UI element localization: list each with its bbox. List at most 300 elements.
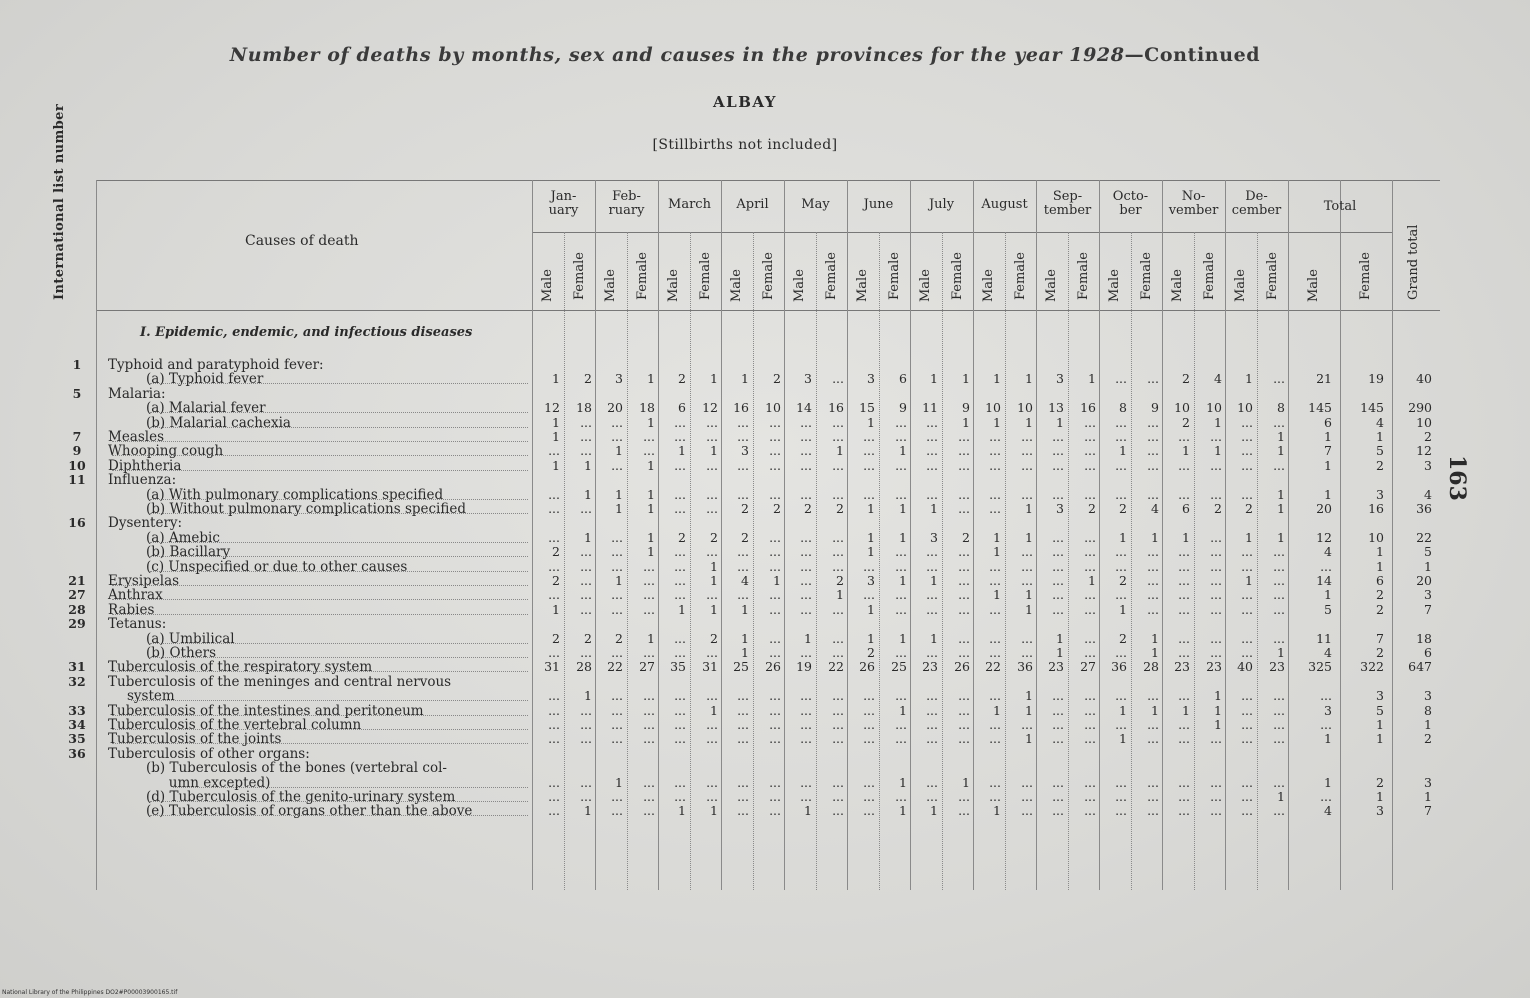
- month-value-cell: ...: [580, 717, 592, 732]
- month-value-cell: ...: [800, 602, 812, 617]
- month-value-cell: 22: [607, 659, 623, 674]
- month-value-cell: ...: [548, 587, 560, 602]
- month-value-cell: ...: [1115, 415, 1127, 430]
- month-value-cell: 1: [584, 458, 592, 473]
- month-value-cell: ...: [895, 587, 907, 602]
- month-value-cell: ...: [1052, 587, 1064, 602]
- month-value-cell: ...: [580, 443, 592, 458]
- table-row: [0, 732, 1460, 746]
- month-value-cell: ...: [737, 559, 749, 574]
- table-row: [0, 603, 1460, 617]
- month-value-cell: ...: [706, 645, 718, 660]
- month-value-cell: ...: [832, 688, 844, 703]
- month-value-cell: 2: [836, 501, 844, 516]
- month-value-cell: 1: [678, 602, 686, 617]
- month-value-cell: 27: [1080, 659, 1096, 674]
- total-value-cell: 6: [1376, 573, 1384, 588]
- month-value-cell: ...: [1178, 631, 1190, 646]
- female-header: Female: [1013, 252, 1028, 300]
- month-value-cell: 1: [993, 415, 1001, 430]
- total-value-cell: 1: [1376, 559, 1384, 574]
- month-value-cell: 1: [899, 803, 907, 818]
- intl-list-number: 36: [68, 746, 86, 761]
- dot-leader: [112, 614, 528, 615]
- month-value-cell: ...: [1210, 559, 1222, 574]
- month-value-cell: ...: [737, 487, 749, 502]
- month-value-cell: 1: [710, 559, 718, 574]
- male-header: Male: [729, 269, 744, 302]
- total-value-cell: 19: [1368, 371, 1384, 386]
- month-value-cell: 1: [741, 602, 749, 617]
- month-value-cell: 1: [710, 803, 718, 818]
- month-value-cell: 2: [1088, 501, 1096, 516]
- month-value-cell: ...: [548, 731, 560, 746]
- table-row: [0, 430, 1460, 444]
- month-value-cell: ...: [737, 789, 749, 804]
- month-value-cell: ...: [1115, 429, 1127, 444]
- month-value-cell: 1: [1245, 573, 1253, 588]
- month-header: Feb- ruary: [608, 189, 645, 218]
- month-value-cell: 2: [741, 530, 749, 545]
- month-value-cell: 12: [702, 400, 718, 415]
- month-value-cell: ...: [674, 573, 686, 588]
- table-row: [0, 444, 1460, 458]
- month-value-cell: ...: [926, 487, 938, 502]
- grand-total-cell: 8: [1424, 703, 1432, 718]
- month-value-cell: ...: [580, 429, 592, 444]
- intl-list-number: 21: [68, 573, 86, 588]
- male-header: Male: [540, 269, 555, 302]
- grand-total-cell: 22: [1416, 530, 1432, 545]
- intl-list-number: 33: [68, 703, 86, 718]
- month-value-cell: 3: [741, 443, 749, 458]
- month-value-cell: ...: [926, 443, 938, 458]
- month-value-cell: 1: [1277, 645, 1285, 660]
- month-value-cell: ...: [989, 559, 1001, 574]
- page-title: Number of deaths by months, sex and causes in the provinces for the year 1928—Continued: [229, 44, 1261, 66]
- month-value-cell: ...: [926, 602, 938, 617]
- grand-total-cell: 10: [1416, 415, 1432, 430]
- month-value-cell: ...: [958, 429, 970, 444]
- month-value-cell: ...: [769, 631, 781, 646]
- month-value-cell: ...: [611, 703, 623, 718]
- month-value-cell: ...: [580, 645, 592, 660]
- grand-total-cell: 7: [1424, 602, 1432, 617]
- month-value-cell: 1: [930, 631, 938, 646]
- month-value-cell: 1: [930, 371, 938, 386]
- month-value-cell: ...: [1273, 803, 1285, 818]
- month-value-cell: 1: [710, 371, 718, 386]
- month-value-cell: ...: [989, 573, 1001, 588]
- month-value-cell: ...: [737, 458, 749, 473]
- intl-list-number: 10: [68, 458, 86, 473]
- month-value-cell: ...: [737, 803, 749, 818]
- month-value-cell: ...: [1021, 544, 1033, 559]
- month-value-cell: 2: [678, 530, 686, 545]
- month-value-cell: ...: [706, 487, 718, 502]
- month-value-cell: ...: [1147, 731, 1159, 746]
- male-header: Male: [792, 269, 807, 302]
- month-value-cell: ...: [1052, 429, 1064, 444]
- cause-label: (b) Malarial cachexia: [146, 415, 291, 431]
- grand-total-cell: 2: [1424, 731, 1432, 746]
- month-header: Jan- uary: [548, 189, 579, 218]
- month-value-cell: 1: [647, 371, 655, 386]
- intl-list-number: 29: [68, 616, 86, 631]
- month-value-cell: ...: [1178, 717, 1190, 732]
- month-value-cell: ...: [958, 443, 970, 458]
- month-value-cell: ...: [1021, 458, 1033, 473]
- month-value-cell: 2: [867, 645, 875, 660]
- month-value-cell: ...: [548, 775, 560, 790]
- cause-label: (a) Typhoid fever: [146, 371, 264, 387]
- table-row: [0, 790, 1460, 804]
- month-value-cell: ...: [800, 775, 812, 790]
- total-value-cell: 4: [1324, 645, 1332, 660]
- female-header: Female: [1076, 252, 1091, 300]
- month-value-cell: 1: [1025, 530, 1033, 545]
- female-header: Female: [761, 252, 776, 300]
- month-value-cell: 2: [552, 544, 560, 559]
- month-value-cell: 1: [836, 443, 844, 458]
- month-value-cell: 8: [1119, 400, 1127, 415]
- month-value-cell: ...: [580, 703, 592, 718]
- province-heading: ALBAY: [713, 93, 777, 111]
- table-row: [0, 718, 1460, 732]
- month-value-cell: ...: [1084, 688, 1096, 703]
- month-value-cell: 1: [710, 443, 718, 458]
- month-value-cell: ...: [863, 443, 875, 458]
- cause-label: Dysentery:: [108, 515, 183, 531]
- cause-label: (a) With pulmonary complications specified: [146, 487, 444, 503]
- grand-total-cell: 6: [1424, 645, 1432, 660]
- month-value-cell: ...: [548, 803, 560, 818]
- month-value-cell: ...: [580, 415, 592, 430]
- month-value-cell: ...: [1115, 487, 1127, 502]
- month-value-cell: ...: [1084, 775, 1096, 790]
- month-value-cell: ...: [611, 717, 623, 732]
- month-value-cell: 1: [1025, 587, 1033, 602]
- male-header: Male: [603, 269, 618, 302]
- month-header: August: [981, 197, 1028, 212]
- cause-label: (b) Bacillary: [146, 544, 231, 560]
- total-value-cell: 6: [1324, 415, 1332, 430]
- month-value-cell: 1: [993, 530, 1001, 545]
- month-value-cell: ...: [1241, 458, 1253, 473]
- month-value-cell: ...: [1210, 775, 1222, 790]
- month-value-cell: 3: [615, 371, 623, 386]
- month-value-cell: 1: [899, 501, 907, 516]
- month-value-cell: ...: [769, 645, 781, 660]
- month-value-cell: ...: [958, 645, 970, 660]
- month-value-cell: ...: [1021, 717, 1033, 732]
- month-value-cell: 16: [1080, 400, 1096, 415]
- female-header: Female: [887, 252, 902, 300]
- intl-list-number: 7: [72, 429, 82, 444]
- month-value-cell: ...: [1021, 573, 1033, 588]
- month-value-cell: ...: [1147, 443, 1159, 458]
- female-header: Female: [572, 252, 587, 300]
- month-value-cell: ...: [1147, 371, 1159, 386]
- month-value-cell: 1: [647, 458, 655, 473]
- cause-label: Malaria:: [108, 386, 166, 402]
- month-value-cell: ...: [832, 631, 844, 646]
- month-value-cell: ...: [737, 731, 749, 746]
- month-value-cell: 6: [1182, 501, 1190, 516]
- month-value-cell: ...: [832, 544, 844, 559]
- month-value-cell: ...: [926, 544, 938, 559]
- month-value-cell: 1: [836, 587, 844, 602]
- month-value-cell: ...: [1241, 429, 1253, 444]
- total-value-cell: 2: [1376, 775, 1384, 790]
- total-value-cell: 4: [1324, 803, 1332, 818]
- month-value-cell: ...: [1084, 530, 1096, 545]
- table-row: [0, 372, 1460, 386]
- month-value-cell: ...: [611, 458, 623, 473]
- month-value-cell: 1: [647, 501, 655, 516]
- month-value-cell: ...: [1021, 645, 1033, 660]
- month-value-cell: 23: [1269, 659, 1285, 674]
- month-value-cell: ...: [1084, 559, 1096, 574]
- total-value-cell: 7: [1324, 443, 1332, 458]
- grand-total-cell: 2: [1424, 429, 1432, 444]
- month-value-cell: ...: [1273, 415, 1285, 430]
- month-value-cell: ...: [800, 731, 812, 746]
- grand-total-cell: 40: [1416, 371, 1432, 386]
- month-value-cell: ...: [958, 602, 970, 617]
- month-value-cell: ...: [548, 645, 560, 660]
- month-value-cell: 1: [993, 803, 1001, 818]
- month-value-cell: ...: [706, 775, 718, 790]
- month-value-cell: 1: [584, 803, 592, 818]
- grand-total-cell: 20: [1416, 573, 1432, 588]
- month-value-cell: 1: [1182, 530, 1190, 545]
- month-value-cell: ...: [958, 559, 970, 574]
- month-value-cell: ...: [548, 501, 560, 516]
- total-value-cell: 4: [1324, 544, 1332, 559]
- total-value-cell: 5: [1376, 443, 1384, 458]
- intl-list-number: 31: [68, 659, 86, 674]
- total-value-cell: 2: [1376, 602, 1384, 617]
- cause-label: Tuberculosis of the respiratory system: [108, 659, 373, 675]
- stillbirths-note: [Stillbirths not included]: [652, 137, 838, 153]
- month-value-cell: 2: [552, 573, 560, 588]
- month-value-cell: ...: [1115, 559, 1127, 574]
- month-value-cell: ...: [1178, 458, 1190, 473]
- month-value-cell: 25: [733, 659, 749, 674]
- month-value-cell: ...: [674, 587, 686, 602]
- month-value-cell: ...: [769, 602, 781, 617]
- month-header: April: [736, 197, 769, 212]
- table-row: [0, 387, 1460, 401]
- month-value-cell: 1: [1119, 731, 1127, 746]
- month-value-cell: ...: [958, 501, 970, 516]
- month-value-cell: ...: [611, 530, 623, 545]
- month-value-cell: ...: [580, 602, 592, 617]
- month-value-cell: 1: [1214, 443, 1222, 458]
- month-value-cell: ...: [895, 429, 907, 444]
- month-value-cell: ...: [958, 803, 970, 818]
- month-value-cell: ...: [1021, 429, 1033, 444]
- month-value-cell: ...: [1241, 789, 1253, 804]
- month-value-cell: ...: [674, 731, 686, 746]
- grand-total-cell: 647: [1408, 659, 1432, 674]
- table-row: [0, 401, 1460, 415]
- month-value-cell: 1: [552, 371, 560, 386]
- month-value-cell: ...: [674, 789, 686, 804]
- month-value-cell: 3: [1056, 371, 1064, 386]
- month-value-cell: ...: [800, 487, 812, 502]
- month-value-cell: ...: [1241, 775, 1253, 790]
- month-value-cell: ...: [800, 703, 812, 718]
- month-value-cell: ...: [1084, 415, 1096, 430]
- month-value-cell: ...: [706, 501, 718, 516]
- month-value-cell: ...: [895, 487, 907, 502]
- month-value-cell: ...: [737, 775, 749, 790]
- month-value-cell: 1: [1151, 631, 1159, 646]
- month-value-cell: ...: [1147, 429, 1159, 444]
- month-value-cell: ...: [1084, 717, 1096, 732]
- month-value-cell: ...: [1147, 415, 1159, 430]
- month-value-cell: 13: [1048, 400, 1064, 415]
- month-value-cell: ...: [674, 645, 686, 660]
- month-value-cell: ...: [1052, 559, 1064, 574]
- month-header: June: [863, 197, 894, 212]
- month-value-cell: ...: [926, 731, 938, 746]
- month-value-cell: ...: [958, 703, 970, 718]
- month-value-cell: ...: [1273, 775, 1285, 790]
- month-value-cell: ...: [1084, 789, 1096, 804]
- month-value-cell: ...: [737, 415, 749, 430]
- month-value-cell: 2: [1214, 501, 1222, 516]
- month-value-cell: ...: [769, 688, 781, 703]
- total-value-cell: 1: [1324, 429, 1332, 444]
- cause-label: Anthrax: [108, 587, 163, 603]
- month-value-cell: ...: [895, 602, 907, 617]
- month-value-cell: 1: [647, 631, 655, 646]
- total-value-cell: 2: [1376, 458, 1384, 473]
- month-value-cell: ...: [706, 415, 718, 430]
- month-value-cell: ...: [863, 587, 875, 602]
- month-value-cell: ...: [926, 789, 938, 804]
- month-value-cell: ...: [548, 559, 560, 574]
- month-value-cell: 31: [544, 659, 560, 674]
- month-value-cell: ...: [643, 717, 655, 732]
- month-value-cell: ...: [1147, 688, 1159, 703]
- month-value-cell: ...: [1210, 587, 1222, 602]
- total-value-cell: 4: [1376, 415, 1384, 430]
- month-value-cell: ...: [769, 789, 781, 804]
- cause-label: (e) Tuberculosis of organs other than the above: [146, 803, 473, 819]
- month-value-cell: ...: [800, 573, 812, 588]
- month-value-cell: 1: [1088, 371, 1096, 386]
- total-value-cell: ...: [1320, 717, 1332, 732]
- month-value-cell: ...: [737, 688, 749, 703]
- table-row: [0, 545, 1460, 559]
- month-value-cell: 6: [678, 400, 686, 415]
- table-row: [0, 516, 1460, 530]
- female-header: Female: [1265, 252, 1280, 300]
- month-value-cell: 2: [836, 573, 844, 588]
- month-value-cell: ...: [1084, 703, 1096, 718]
- month-value-cell: 40: [1237, 659, 1253, 674]
- month-value-cell: ...: [1241, 559, 1253, 574]
- month-value-cell: ...: [548, 487, 560, 502]
- month-value-cell: ...: [674, 703, 686, 718]
- grand-total-cell: 1: [1424, 559, 1432, 574]
- month-value-cell: ...: [1241, 731, 1253, 746]
- table-row: [0, 646, 1460, 660]
- month-value-cell: 14: [796, 400, 812, 415]
- month-value-cell: ...: [769, 530, 781, 545]
- month-value-cell: ...: [1273, 688, 1285, 703]
- month-value-cell: 6: [899, 371, 907, 386]
- table-row: [0, 660, 1460, 674]
- intl-list-number-header: International list number: [52, 103, 67, 300]
- month-value-cell: 1: [552, 429, 560, 444]
- month-value-cell: ...: [769, 544, 781, 559]
- month-value-cell: 1: [804, 803, 812, 818]
- total-value-cell: 1: [1324, 731, 1332, 746]
- month-value-cell: ...: [800, 544, 812, 559]
- month-value-cell: ...: [926, 559, 938, 574]
- intl-list-number: 35: [68, 731, 86, 746]
- month-value-cell: ...: [706, 731, 718, 746]
- month-value-cell: ...: [1178, 789, 1190, 804]
- month-value-cell: ...: [643, 587, 655, 602]
- month-value-cell: ...: [989, 645, 1001, 660]
- month-sub-rule: [532, 232, 1392, 233]
- month-header: Octo- ber: [1112, 189, 1149, 218]
- month-value-cell: ...: [1084, 602, 1096, 617]
- month-value-cell: ...: [674, 559, 686, 574]
- month-value-cell: 1: [1025, 731, 1033, 746]
- month-value-cell: ...: [643, 429, 655, 444]
- month-value-cell: 1: [615, 443, 623, 458]
- month-value-cell: ...: [989, 429, 1001, 444]
- month-value-cell: ...: [1273, 544, 1285, 559]
- month-value-cell: ...: [958, 789, 970, 804]
- month-value-cell: ...: [1241, 587, 1253, 602]
- table-row: [0, 689, 1460, 703]
- month-value-cell: ...: [989, 631, 1001, 646]
- grand-total-cell: 3: [1424, 775, 1432, 790]
- month-value-cell: ...: [1147, 775, 1159, 790]
- month-value-cell: 1: [1214, 415, 1222, 430]
- month-value-cell: 1: [647, 544, 655, 559]
- month-value-cell: ...: [1147, 573, 1159, 588]
- month-value-cell: ...: [1273, 371, 1285, 386]
- month-value-cell: 1: [930, 501, 938, 516]
- month-value-cell: 10: [1174, 400, 1190, 415]
- month-value-cell: ...: [769, 775, 781, 790]
- month-value-cell: ...: [580, 775, 592, 790]
- month-value-cell: 1: [867, 631, 875, 646]
- month-value-cell: ...: [1178, 731, 1190, 746]
- month-value-cell: ...: [800, 530, 812, 545]
- month-value-cell: ...: [832, 645, 844, 660]
- month-value-cell: ...: [958, 731, 970, 746]
- month-value-cell: 2: [584, 371, 592, 386]
- month-value-cell: ...: [1241, 703, 1253, 718]
- month-value-cell: ...: [1021, 559, 1033, 574]
- month-value-cell: ...: [1273, 458, 1285, 473]
- month-value-cell: ...: [958, 688, 970, 703]
- month-value-cell: ...: [611, 415, 623, 430]
- table-row: [0, 416, 1460, 430]
- month-value-cell: ...: [1178, 429, 1190, 444]
- total-value-cell: 1: [1324, 587, 1332, 602]
